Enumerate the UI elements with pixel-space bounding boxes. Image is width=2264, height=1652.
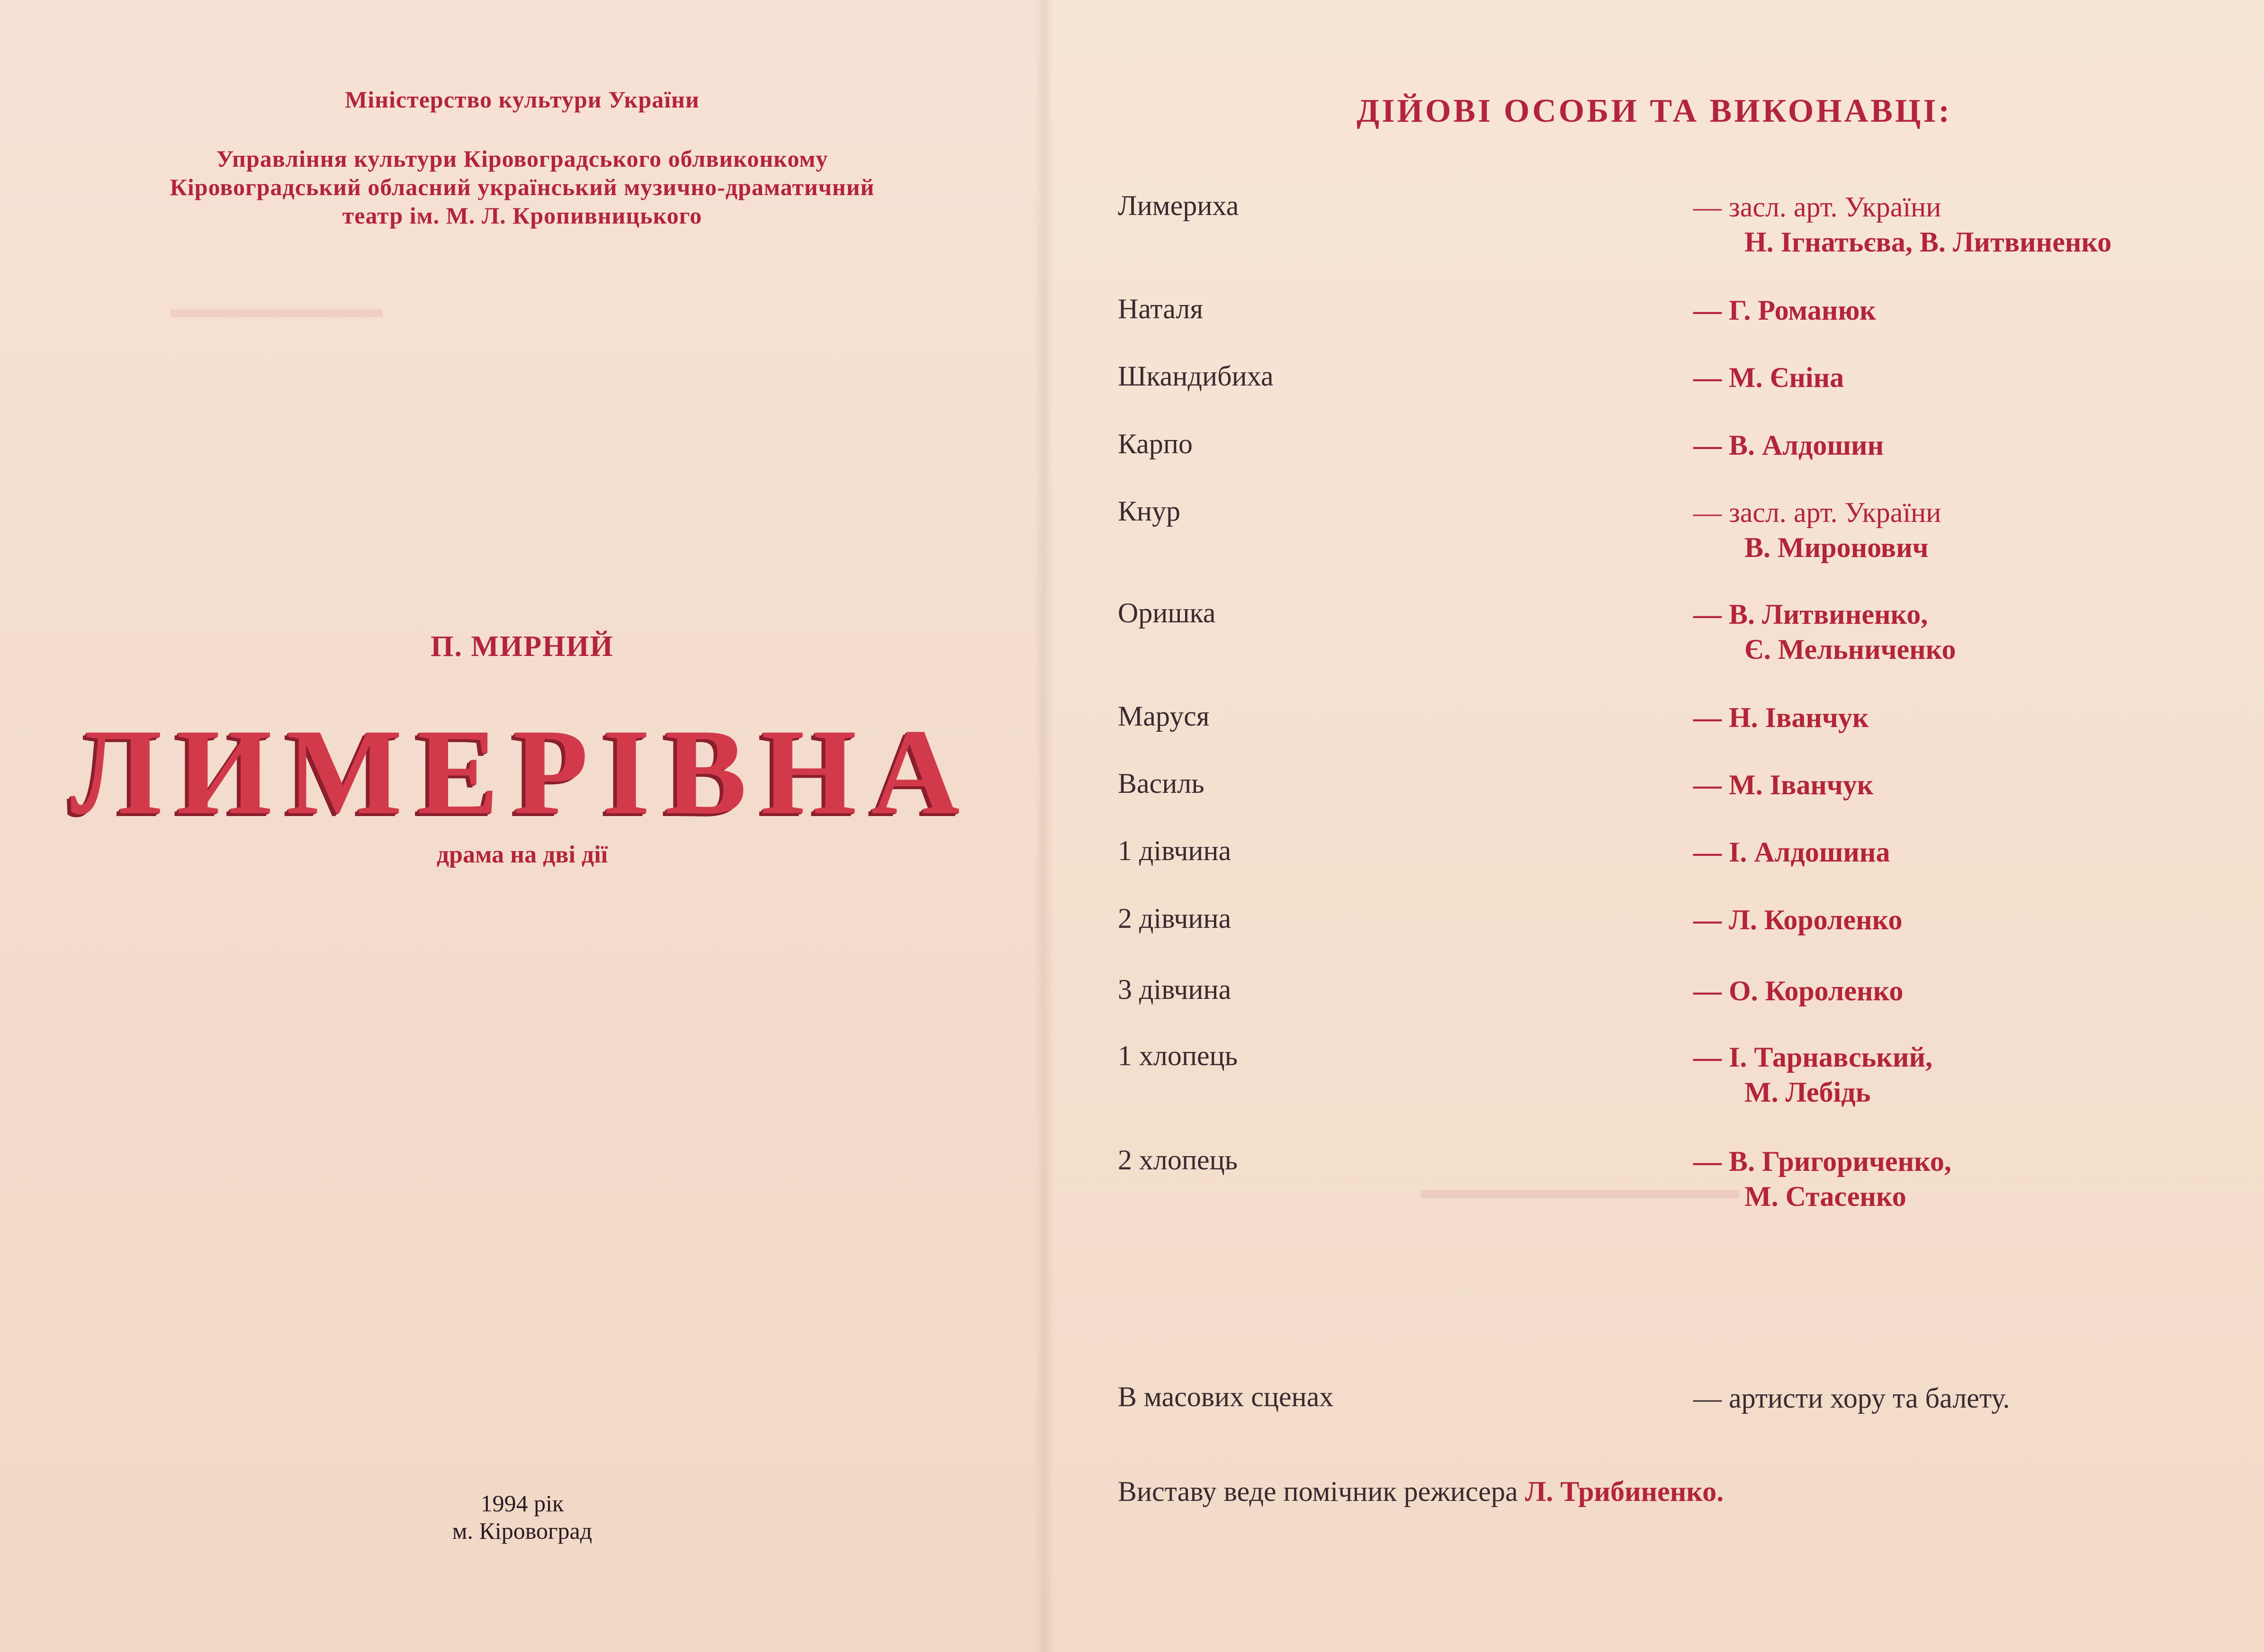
actor-name	[1693, 597, 1956, 667]
play-subtitle: драма на дві дії	[436, 841, 608, 868]
role-name: Василь	[1118, 768, 1204, 799]
role-name: 1 дівчина	[1118, 835, 1231, 866]
actor-title: — засл. арт. України	[1693, 191, 1941, 223]
actor-name: — Н. Іванчук	[1693, 702, 1869, 733]
role-name: 2 хлопець	[1118, 1144, 1238, 1176]
actor-title: — засл. арт. України	[1693, 497, 1941, 528]
actor-name: — І. Алдошина	[1693, 836, 1890, 868]
actor-name: — О. Короленко	[1693, 975, 1904, 1006]
cast-row	[1118, 189, 2236, 256]
actor-name: — М. Іванчук	[1693, 769, 1874, 800]
actor-name: — В. Алдошин	[1693, 430, 1884, 461]
cast-row	[1118, 597, 2236, 663]
cast-row	[1118, 700, 2236, 766]
stage-manager-name: Л. Трибиненко.	[1525, 1476, 1724, 1507]
actor-names: — В. Литвиненко,	[1693, 599, 1928, 630]
cast-row	[1118, 902, 2236, 969]
cast-row	[1118, 360, 2236, 426]
actor-name	[1693, 1040, 1932, 1110]
role-name: Оришка	[1118, 597, 1216, 628]
bleed-through-text: ▬▬▬▬▬▬▬▬▬▬▬▬	[1421, 1175, 1739, 1204]
city: м. Кіровоград	[452, 1517, 593, 1544]
role-name: 1 хлопець	[1118, 1040, 1238, 1071]
role-name: Карпо	[1118, 428, 1193, 459]
actor-name	[1693, 1144, 1951, 1214]
ministry-line	[0, 85, 1044, 114]
role-name: Кнур	[1118, 495, 1181, 527]
ministry-text: Міністерство культури України	[345, 86, 700, 113]
actor-names: Н. Ігнатьєва, В. Литвиненко	[1744, 226, 2112, 258]
role-name: Лимериха	[1118, 190, 1239, 221]
cast-row	[1118, 293, 2236, 359]
play-title: ЛИМЕРІВНА	[70, 704, 974, 840]
actor-names: М. Лебідь	[1744, 1077, 1871, 1108]
bleed-through-text: ▬▬▬▬▬▬▬▬	[171, 294, 383, 323]
actor-names: В. Миронович	[1744, 532, 1929, 563]
role-name: Наталя	[1118, 293, 1204, 324]
role-name: Маруся	[1118, 700, 1210, 732]
cast-row	[1118, 973, 2236, 1040]
theatre-line: Кіровоградський обласний український музично-драматичний	[170, 174, 875, 200]
role-name: Шкандибиха	[1118, 360, 1274, 392]
actor-name	[1693, 495, 1941, 565]
author: П. МИРНИЙ	[431, 630, 614, 663]
role-name: 3 дівчина	[1118, 974, 1231, 1005]
actor-name: — М. Єніна	[1693, 362, 1844, 393]
cast-row	[1118, 428, 2236, 494]
actor-name: — Л. Короленко	[1693, 904, 1903, 935]
stage-manager-line	[1118, 1475, 1724, 1508]
theatre-name-line: театр ім. М. Л. Кропивницького	[342, 202, 702, 229]
mass-scenes-label: В масових сценах	[1118, 1381, 1334, 1412]
cast-row	[1118, 495, 2236, 561]
stage-manager-label: Виставу веде помічник режисера	[1118, 1476, 1518, 1507]
cast-row	[1118, 1040, 2236, 1106]
actor-names: Є. Мельниченко	[1744, 634, 1956, 665]
year: 1994 рік	[480, 1490, 564, 1517]
theatre-header	[0, 144, 1044, 230]
role-name: 2 дівчина	[1118, 903, 1231, 934]
actor-names: М. Стасенко	[1744, 1181, 1906, 1212]
admin-line: Управління культури Кіровоградського облвиконкому	[216, 145, 828, 172]
actor-name: — Г. Романюк	[1693, 295, 1876, 326]
actor-names: — І. Тарнавський,	[1693, 1041, 1933, 1073]
actor-names: — В. Григориченко,	[1693, 1146, 1951, 1177]
cast-heading: ДІЙОВІ ОСОБИ ТА ВИКОНАВЦІ:	[1357, 93, 1952, 129]
cast-row	[1118, 835, 2236, 901]
actor-name	[1693, 189, 2111, 260]
imprint	[0, 1490, 1044, 1544]
mass-scenes-performers: — артисти хору та балету.	[1693, 1383, 2010, 1414]
cast-row	[1118, 1144, 2236, 1210]
cast-row	[1118, 767, 2236, 834]
